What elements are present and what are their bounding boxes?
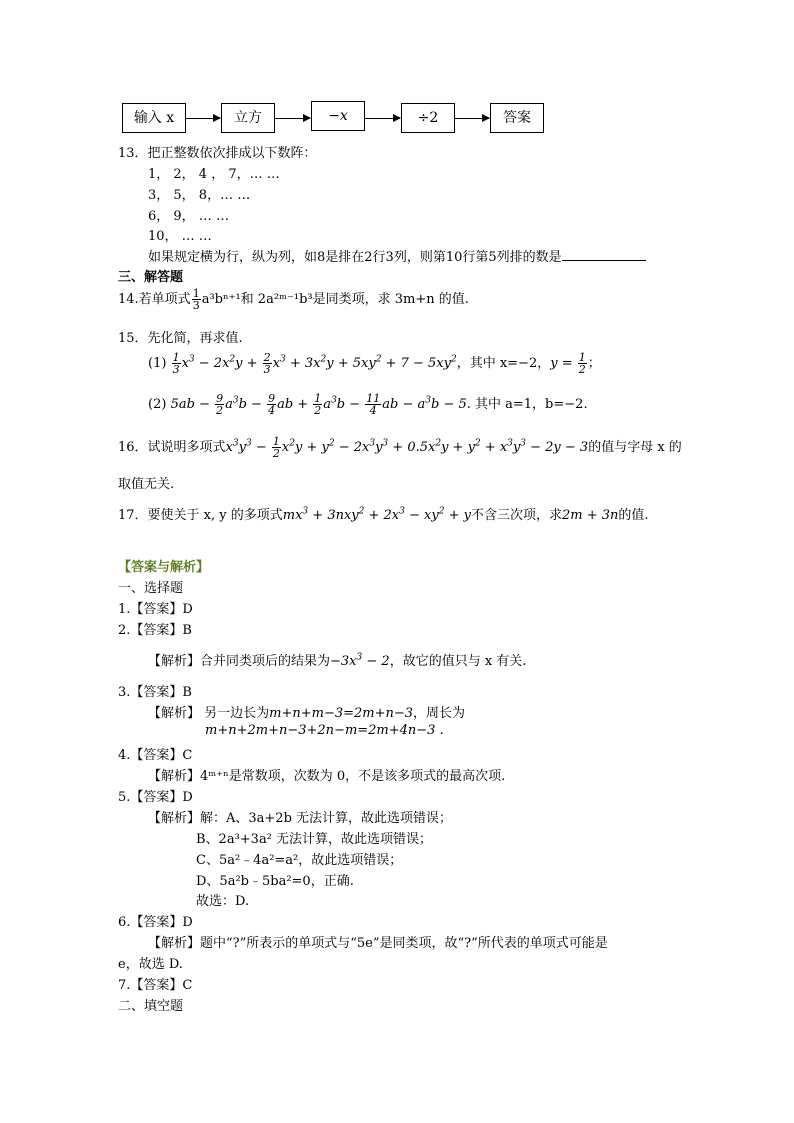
answer-4-explanation: 【解析】4ᵐ⁺ⁿ是常数项，次数为 0，不是该多项式的最高次项. (148, 769, 506, 784)
flow-arrow-3 (364, 118, 400, 119)
q16-line2: 取值无关. (118, 477, 175, 492)
q13-row4: 10， … … (148, 229, 212, 244)
q13-row1: 1， 2， 4 ， 7，… … (148, 167, 280, 182)
q13-question-text: 如果规定横为行，纵为列，如8是排在2行3列，则第10行第5列排的数是 (148, 250, 562, 265)
q16-prefix: 16．试说明多项式 (118, 440, 226, 455)
answer-6-exp1: 【解析】题中“?”所表示的单项式与“5e”是同类项，故“?”所代表的单项式可能是 (148, 936, 608, 951)
q15-part2 (148, 391, 588, 419)
answer-4: 4.【答案】C (118, 748, 193, 763)
q14-expr1: a³bⁿ⁺¹ (201, 292, 241, 307)
flow-cube-box: 立方 (221, 103, 275, 133)
flow-arrow-4 (454, 118, 489, 119)
q13-row2: 3， 5， 8，… … (148, 188, 251, 203)
answer-3-explanation: 【解析】 另一边长为m+n+m−3=2m+n−3，周长为 (148, 706, 466, 721)
q16-suffix: 的值与字母 x 的 (588, 440, 682, 455)
q15-p2-tail: . 其中 a=1，b=−2. (466, 397, 588, 412)
q16-expression: $x^3y^3$ − $\frac{1}{2}$ $x^2y + y^2 - 2x^3y^3 + 0.5x^2y + y^2 + x^3y^3 - 2y - 3$ (225, 435, 589, 460)
q14-mid: 和 2a²ᵐ⁻¹b³是同类项，求 3m+n 的值. (240, 292, 469, 307)
answer-5-exp1: 【解析】解：A、3a+2b 无法计算，故此选项错误； (148, 811, 453, 826)
q15-p1-expression: $\frac{1}{3}$ $x^3 - 2x^2y$ + $\frac{2}{3}$ $x^3 + 3x^2y + 5xy^2 + 7 - 5xy^2$ (172, 351, 457, 376)
flow-arrow-2 (274, 118, 310, 119)
answer-5-exp2: B、2a³+3a² 无法计算，故此选项错误； (196, 832, 433, 847)
answers-sec2: 二、填空题 (118, 999, 184, 1014)
q17-prefix: 17．要使关于 x, y 的多项式 (118, 508, 283, 523)
answer-5-exp5: 故选：D. (196, 894, 250, 909)
flow-div-box: ÷2 (401, 103, 455, 133)
answer-3: 3.【答案】B (118, 685, 192, 700)
q15-part1: (1) $\frac{1}{3}$ $x^3 - 2x^2y$ + $\frac{2}{3}$ $x^3 + 3x^2y + 5xy^2 + 7 - 5xy^2$，其中 x=−2，y = $\frac{1}{2}$ ； (148, 351, 601, 376)
q15-p1-y: y = $\frac{1}{2}$ (550, 351, 586, 376)
q13-row3: 6， 9， … … (148, 209, 229, 224)
q13-intro: 13．把正整数依次排成以下数阵： (118, 146, 317, 161)
answer-1: 1.【答案】D (118, 602, 193, 617)
q15-p2-label: (2) (148, 397, 167, 412)
answer-blank (562, 248, 646, 261)
flow-answer-box: 答案 (490, 103, 544, 133)
answer-2: 2.【答案】B (118, 623, 192, 638)
q17-suffix: 的值. (618, 508, 649, 523)
q15-p2-expression: 5ab − $\frac{9}{2}$ $a^3b$ − $\frac{9}{4}$ ab + $\frac{1}{2}$ $a^3b$ − $\frac{11}{4}$ ab − $a^3b - 5$ (170, 392, 467, 417)
answer-5-exp3: C、5a²﹣4a²=a²，故此选项错误； (196, 853, 403, 868)
answer-6-exp2: e，故选 D. (118, 957, 183, 972)
answer-3-line2: m+n+2m+n−3+2n−m=2m+4n−3 . (205, 723, 444, 738)
answers-header: 【答案与解析】 (118, 560, 210, 575)
section-3-heading: 三、解答题 (118, 270, 184, 285)
q13-question (148, 246, 646, 265)
q17-target: 2m + 3n (561, 508, 619, 523)
answer-5: 5.【答案】D (118, 790, 193, 805)
flow-neg-box: −x (311, 101, 365, 131)
a3-expression: m+n+m−3=2m+n−3 (269, 706, 414, 721)
q17-expression: $mx^3 + 3nxy^2 + 2x^3 - xy^2 + y$ (282, 506, 471, 523)
a2-expression: $-3x^3 - 2$ (330, 652, 390, 669)
answer-5-exp4: D、5a²b﹣5ba²=0，正确. (196, 874, 354, 889)
q14-prefix: 14.若单项式 (118, 292, 191, 307)
answers-sec1: 一、选择题 (118, 581, 184, 596)
q14 (118, 288, 469, 312)
answer-2-explanation: 【解析】合并同类项后的结果为$-3x^3 - 2$，故它的值只与 x 有关. (148, 652, 527, 669)
q15-p1-tail: ，其中 x=−2， (456, 356, 551, 371)
answer-6: 6.【答案】D (118, 915, 193, 930)
flow-arrow-1 (185, 118, 220, 119)
q17 (118, 504, 649, 523)
answer-7: 7.【答案】C (118, 978, 193, 993)
q15-p1-label: (1) (148, 356, 167, 371)
q16-line1 (118, 434, 682, 462)
flow-input-box: 输入 x (122, 103, 186, 133)
q14-fraction: $\frac{1}{3}$ (192, 287, 200, 312)
q15-title: 15．先化简，再求值. (118, 331, 243, 346)
q17-mid: 不含三次项，求 (470, 508, 562, 523)
